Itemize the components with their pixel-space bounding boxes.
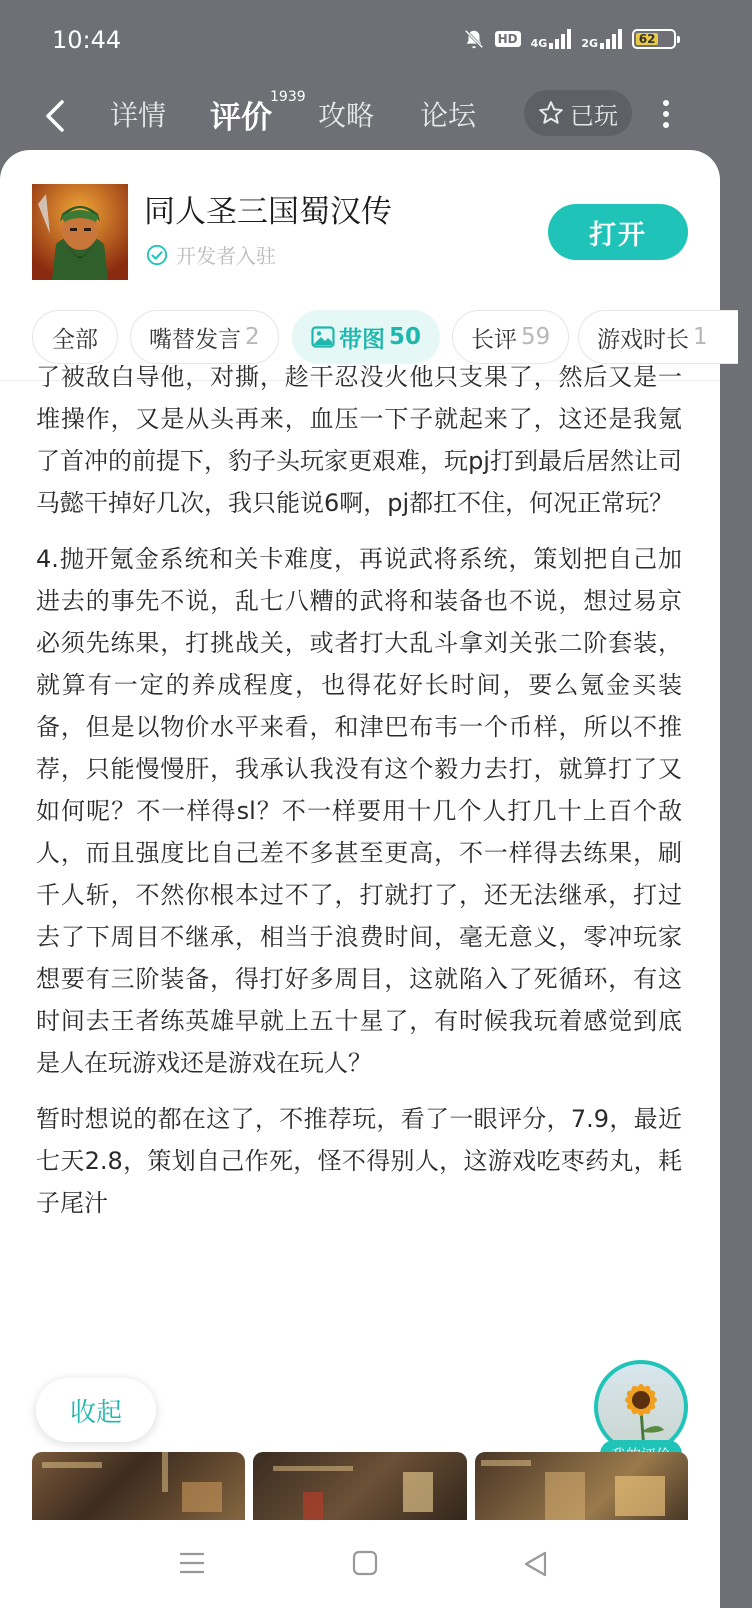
open-app-button[interactable]: 打开 xyxy=(548,204,688,260)
chevron-left-icon xyxy=(40,96,68,136)
signal-4g-icon: 4G xyxy=(531,29,572,49)
filter-all[interactable]: 全部 xyxy=(32,310,118,364)
tab-reviews[interactable]: 评价$^{1939}$ xyxy=(210,88,306,136)
collapse-button[interactable]: 收起 xyxy=(36,1378,156,1442)
system-navigation-bar xyxy=(0,1520,720,1608)
review-count: 1939 xyxy=(270,88,306,105)
battery-icon xyxy=(632,29,676,49)
tab-guides[interactable]: 攻略 xyxy=(318,99,375,132)
content-sheet xyxy=(0,150,720,1520)
my-review-button[interactable] xyxy=(594,1360,688,1466)
app-header xyxy=(0,150,720,300)
menu-icon[interactable] xyxy=(178,1550,206,1580)
status-bar xyxy=(0,0,720,84)
review-paragraph: 了被敌白导他，对撕，趁干忍没火他只支果了，然后又是一堆操作，又是从头再来，血压一下子就起来了，这还是我氪了首冲的前提下，豹子头玩家更艰难，玩pj打到最后居然让司马懿干掉好几次，我只能说6啊，pj都扛不住，何况正常玩？ xyxy=(36,363,682,517)
filter-long-reviews[interactable]: 长评 59 xyxy=(452,310,569,364)
back-button[interactable] xyxy=(40,96,80,136)
mute-notifications-icon xyxy=(463,28,485,50)
filter-with-images[interactable]: 带图 50 xyxy=(292,310,440,364)
review-paragraph: 暂时想说的都在这了，不推荐玩，看了一眼评分，7.9，最近七天2.8，策划自己作死，怪不得别人，这游戏吃枣药丸，耗子尾汁 xyxy=(36,1105,682,1217)
hd-icon: HD xyxy=(495,31,521,47)
review-body xyxy=(36,363,682,1480)
image-icon xyxy=(311,326,335,348)
back-triangle-icon[interactable] xyxy=(522,1550,548,1582)
filter-mouthpiece[interactable]: 嘴替发言 2 xyxy=(130,310,279,364)
status-icons xyxy=(463,28,676,50)
tab-forum[interactable]: 论坛 xyxy=(420,99,477,132)
verified-check-icon xyxy=(146,244,168,266)
top-nav xyxy=(0,84,720,150)
filter-play-time[interactable]: 游戏时长 1 xyxy=(578,310,738,364)
status-time: 10:44 xyxy=(52,26,122,54)
tab-details[interactable]: 详情 xyxy=(110,99,167,132)
battery-level: 62 xyxy=(636,33,658,45)
signal-2g-icon: 2G xyxy=(581,29,622,49)
home-icon[interactable] xyxy=(352,1550,378,1580)
app-icon[interactable] xyxy=(32,184,128,280)
star-outline-icon xyxy=(538,100,564,126)
review-images xyxy=(32,1452,688,1522)
played-button[interactable]: 已玩 xyxy=(524,90,632,136)
app-title: 同人圣三国蜀汉传 xyxy=(144,194,392,230)
review-paragraph: 4.抛开氪金系统和关卡难度，再说武将系统，策划把自己加进去的事先不说，乱七八糟的武将和装备也不说，想过易京必须先练果，打挑战关，或者打大乱斗拿刘关张二阶套装，就算有一定的养成程度，也得花好长时间，要么氪金买装备，但是以物价水平来看，和津巴布韦一个币样，所以不推荐，只能慢慢肝，我承认我没有这个毅力去打，就算打了又如何呢？不一样得sl？不一样要用十几个人打几十上百个敌人，而且强度比自己差不多甚至更高，不一样得去练果，刷千人斩，不然你根本过不了，打就打了，还无法继承，打过去了下周目不继承，相当于浪费时间，毫无意义，零冲玩家想要有三阶装备，得打好多周目，这就陷入了死循环，有这时间去王者练英雄早就上五十星了，有时候我玩着感觉到底是人在玩游戏还是游戏在玩人？ xyxy=(36,545,682,1077)
more-options-button[interactable] xyxy=(654,96,678,132)
developer-badge: 开发者入驻 xyxy=(146,240,276,269)
